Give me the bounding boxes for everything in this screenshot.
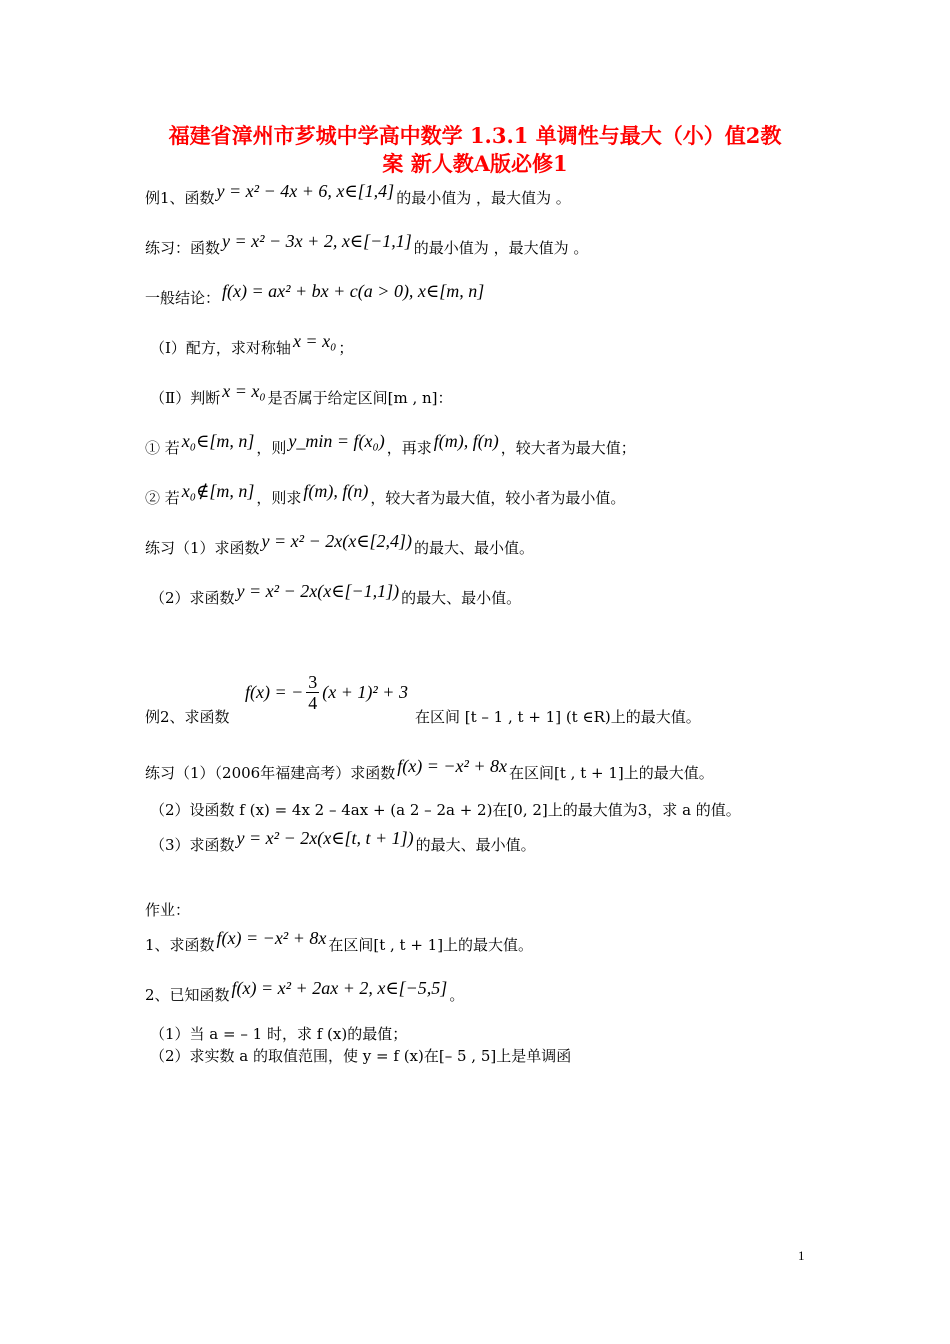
practice-2-2: （2）求函数 y = x² − 2x(x∈[−1,1]) 的最大、最小值。 (150, 581, 522, 607)
case-1: ① 若 x₀∈[m, n] ，则 y_min = f(x₀) ，再求 f(m), f(n) ，较大者为最大值； (145, 431, 636, 457)
exercise-3: （3）求函数 y = x² − 2x(x∈[t, t + 1]) 的最大、最小值。 (150, 828, 536, 854)
example-1: 例1、函数 y = x² − 4x + 6, x∈[1,4] 的最小值为 ，最大值为 。 (145, 181, 571, 207)
step-1: （Ⅰ）配方，求对称轴 x = x₀ ； (150, 331, 354, 357)
example-2-formula: f(x) = − $\frac{3}{4}$ (x + 1)² + 3 (245, 672, 408, 713)
fraction: $\frac{3}{4}$ (308, 672, 318, 713)
step-2-formula: x = x₀ (222, 381, 266, 401)
homework-1: 1、求函数 f(x) = −x² + 8x 在区间[t , t + 1]上的最大值。 (145, 928, 534, 954)
step-2: （Ⅱ）判断 x = x₀ 是否属于给定区间[m , n]： (150, 381, 453, 407)
homework-2: 2、已知函数 f(x) = x² + 2ax + 2, x∈[−5,5] 。 (145, 978, 465, 1004)
document-title-line-2: 案 新人教A版必修1 (382, 151, 568, 176)
practice-2-1: 练习（1）求函数 y = x² − 2x(x∈[2,4]) 的最大、最小值。 (145, 531, 535, 557)
exercise-1: 练习（1）（2006年福建高考）求函数 f(x) = −x² + 8x 在区间[t , t + 1]上的最大值。 (145, 756, 714, 782)
page-number: 1 (798, 1248, 805, 1263)
homework-2-part-2: （2）求实数 a 的取值范围，使 y = f (x)在[– 5 , 5]上是单调函 (150, 1047, 572, 1065)
example-1-formula: y = x² − 4x + 6, x∈[1,4] (216, 181, 395, 201)
example-2-prefix: 例2、求函数 (145, 708, 230, 726)
general-conclusion-formula: f(x) = ax² + bx + c(a > 0), x∈[m, n] (222, 281, 485, 301)
case-2: ② 若 x₀∉[m, n] ，则求 f(m), f(n) ，较大者为最大值，较小者为最小值。 (145, 481, 626, 507)
practice-1-formula: y = x² − 3x + 2, x∈[−1,1] (222, 231, 412, 251)
exercise-2: （2）设函数 f (x) = 4x 2 – 4ax + (a 2 – 2a + 2)在[0, 2]上的最大值为3，求 a 的值。 (150, 801, 741, 819)
general-conclusion: 一般结论： f(x) = ax² + bx + c(a > 0), x∈[m, n] (145, 281, 485, 307)
practice-1: 练习：函数 y = x² − 3x + 2, x∈[−1,1] 的最小值为 ，最大值为 。 (145, 231, 589, 257)
homework-2-part-1: （1）当 a = – 1 时，求 f (x)的最值； (150, 1025, 408, 1043)
homework-heading: 作业： (145, 901, 191, 919)
example-2-suffix: 在区间 [t – 1 , t + 1] (t ∈R)上的最大值。 (415, 708, 701, 726)
step-1-formula: x = x₀ (292, 331, 337, 351)
document-title-line-1: 福建省漳州市芗城中学高中数学 1.3.1 单调性与最大（小）值2教 (168, 123, 782, 148)
